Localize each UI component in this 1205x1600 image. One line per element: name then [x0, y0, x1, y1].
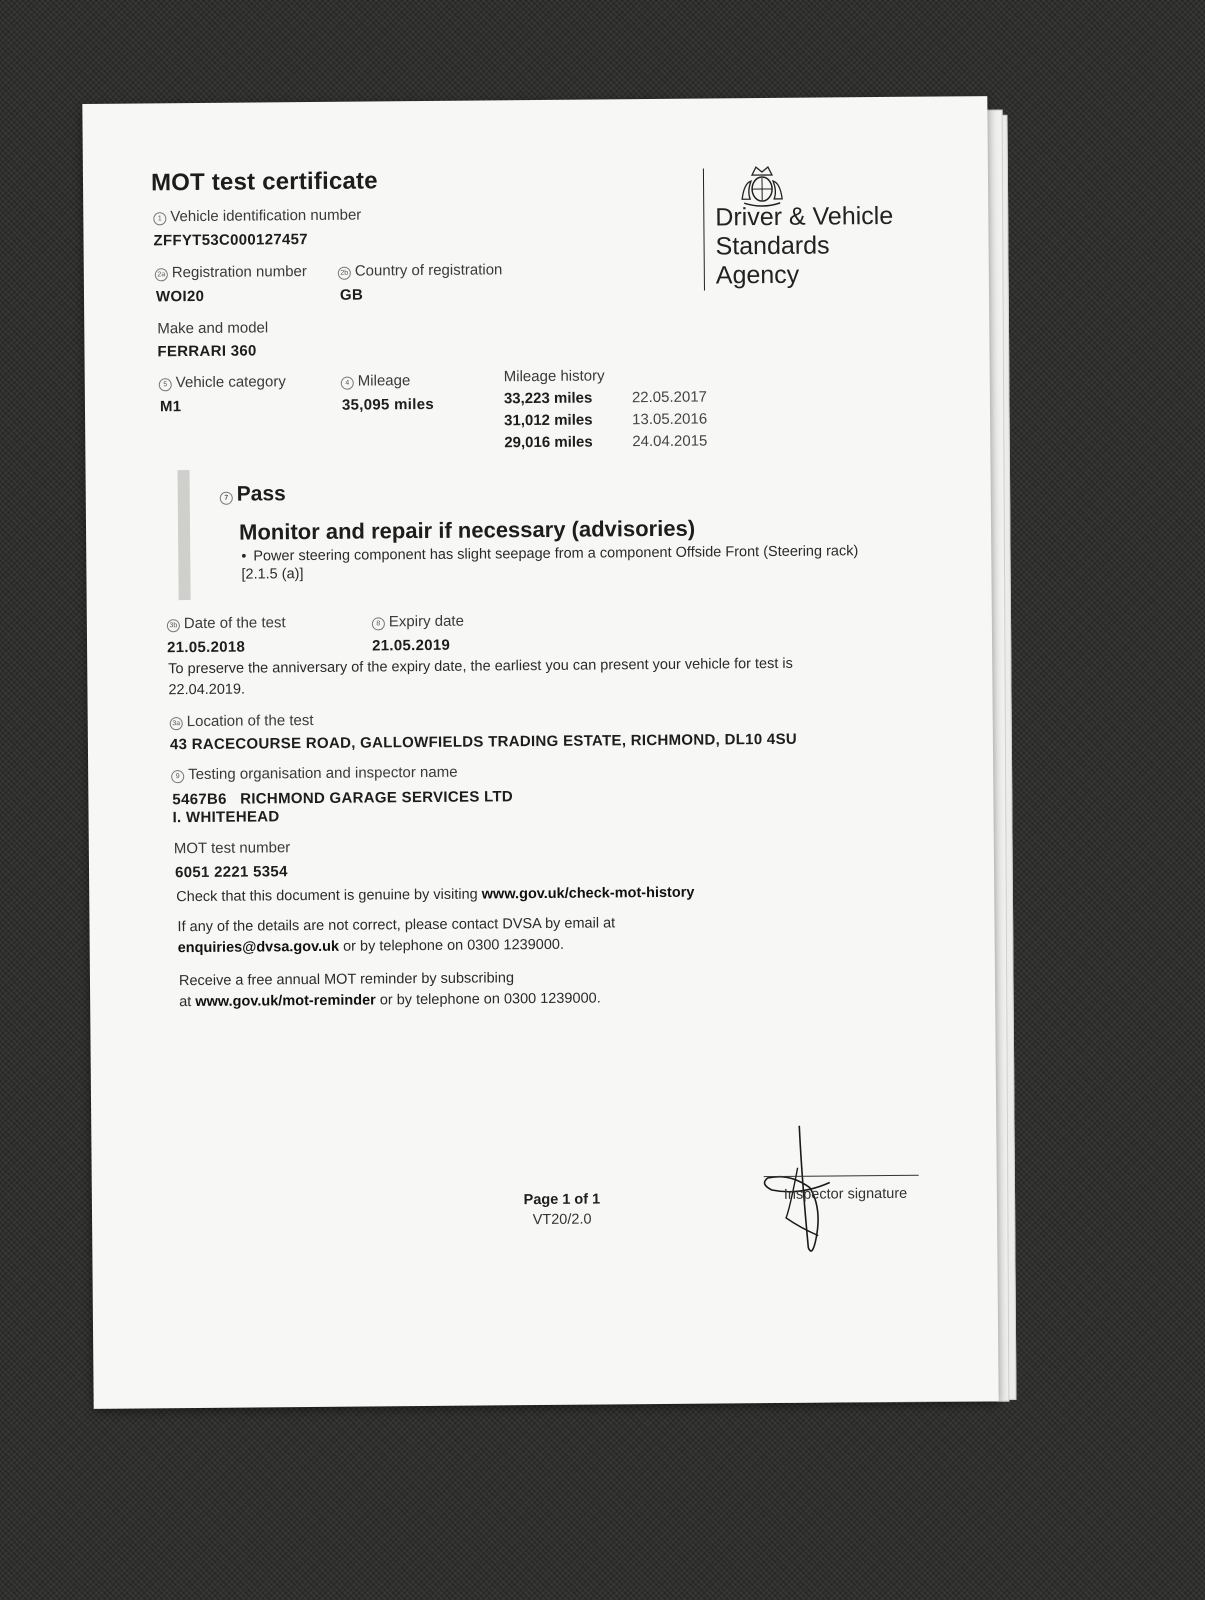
result-status-text: Pass: [236, 482, 286, 506]
organisation-value: [172, 788, 513, 808]
expiry-label-text: Expiry date: [388, 612, 464, 631]
vin-label: [153, 207, 361, 226]
test-date-value: 21.05.2018: [166, 638, 246, 657]
category-value: M1: [159, 398, 182, 416]
organisation-label-text: Testing organisation and inspector name: [188, 763, 458, 784]
test-date-label-text: Date of the test: [183, 614, 286, 633]
mot-certificate-page: [82, 96, 998, 1409]
page-number: Page 1 of 1: [523, 1191, 601, 1209]
mileage-value: 35,095 miles: [341, 395, 435, 414]
history-date: 13.05.2016: [632, 410, 708, 429]
advisory-item: • Power steering component has slight seepage from a component Offside Front (Steering rack) [2.1.5 (a)]: [241, 543, 859, 583]
reminder-text: [179, 965, 879, 1013]
agency-name: [715, 202, 894, 291]
contact-email-link[interactable]: enquiries@dvsa.gov.uk: [177, 938, 340, 957]
mileage-history-row: [504, 411, 707, 431]
advisories-title: Monitor and repair if necessary (advisories): [238, 515, 696, 545]
expiry-value: 21.05.2019: [371, 636, 451, 655]
organisation-code: 5467B6: [172, 790, 227, 809]
reminder-line: Receive a free annual MOT reminder by subscribing: [178, 970, 515, 990]
field-number: 2b: [338, 267, 351, 280]
inspector-name: I. WHITEHEAD: [172, 808, 280, 827]
category-label: [159, 373, 286, 391]
country-value: GB: [339, 286, 364, 304]
field-number: 7: [220, 492, 233, 505]
field-number: 3b: [167, 619, 180, 632]
certificate-title: MOT test certificate: [150, 167, 378, 197]
test-number-label: MOT test number: [173, 839, 291, 858]
contact-suffix: or by telephone on 0300 1239000.: [338, 936, 565, 955]
reminder-suffix: or by telephone on 0300 1239000.: [375, 990, 601, 1009]
history-date: 24.04.2015: [632, 432, 708, 451]
mileage-label: [341, 372, 411, 390]
signature-label: Inspector signature: [783, 1185, 908, 1203]
agency-line: Agency: [715, 260, 800, 290]
agency-divider: [703, 169, 705, 291]
agency-line: Driver & Vehicle: [715, 201, 894, 232]
anniversary-note: To preserve the anniversary of the expiry date, the earliest you can present your vehicle for test is 22.04.2019.: [168, 655, 793, 699]
category-label-text: Vehicle category: [175, 373, 286, 392]
form-code: VT20/2.0: [532, 1211, 592, 1229]
genuine-check-text: [176, 881, 876, 908]
make-model-label: Make and model: [157, 319, 269, 338]
country-label-text: Country of registration: [354, 261, 503, 280]
reminder-url-link[interactable]: www.gov.uk/mot-reminder: [195, 992, 376, 1011]
field-number: 3a: [170, 717, 183, 730]
history-miles: 33,223 miles: [503, 389, 593, 408]
check-url-link[interactable]: www.gov.uk/check-mot-history: [481, 884, 695, 903]
mileage-history-list: [504, 388, 765, 460]
history-date: 22.05.2017: [631, 388, 708, 407]
reminder-prefix: at: [179, 994, 196, 1011]
vin-label-text: Vehicle identification number: [170, 206, 362, 226]
field-number: 2a: [155, 268, 168, 281]
field-number: 8: [372, 617, 385, 630]
page-footer: [492, 1191, 632, 1228]
field-number: 9: [171, 770, 184, 783]
field-number: 5: [159, 378, 172, 391]
mileage-history-label: Mileage history: [503, 367, 605, 386]
field-number: 1: [153, 212, 166, 225]
location-label-text: Location of the test: [186, 711, 314, 731]
expiry-label: [372, 613, 464, 631]
organisation-label: [171, 764, 457, 783]
location-label: [170, 712, 314, 730]
make-model-value: FERRARI 360: [157, 342, 257, 361]
mileage-history-row: [504, 389, 707, 409]
history-miles: 29,016 miles: [504, 433, 593, 452]
mileage-history-row: [504, 433, 707, 453]
check-prefix: Check that this document is genuine by visiting: [176, 886, 482, 906]
result-status: [220, 482, 286, 507]
organisation-name: RICHMOND GARAGE SERVICES LTD: [240, 788, 514, 808]
advisory-text: Power steering component has slight seepage from a component Offside Front (Steering rack) [2.1.5 (a)]: [241, 543, 859, 583]
mileage-label-text: Mileage: [357, 372, 411, 390]
location-value: 43 RACECOURSE ROAD, GALLOWFIELDS TRADING ESTATE, RICHMOND, DL10 4SU: [169, 730, 798, 754]
history-miles: 31,012 miles: [504, 411, 593, 430]
registration-value: WOI20: [155, 287, 205, 306]
result-bar: [178, 470, 191, 600]
registration-label-text: Registration number: [171, 263, 307, 282]
contact-line: If any of the details are not correct, please contact DVSA by email at: [177, 915, 616, 936]
field-number: 4: [341, 377, 354, 390]
country-label: [338, 261, 503, 279]
agency-line: Standards: [715, 231, 830, 261]
registration-label: [155, 263, 307, 281]
test-number-value: 6051 2221 5354: [174, 863, 288, 882]
contact-text: [177, 911, 877, 959]
test-date-label: [167, 614, 286, 632]
vin-value: ZFFYT53C000127457: [153, 231, 308, 250]
